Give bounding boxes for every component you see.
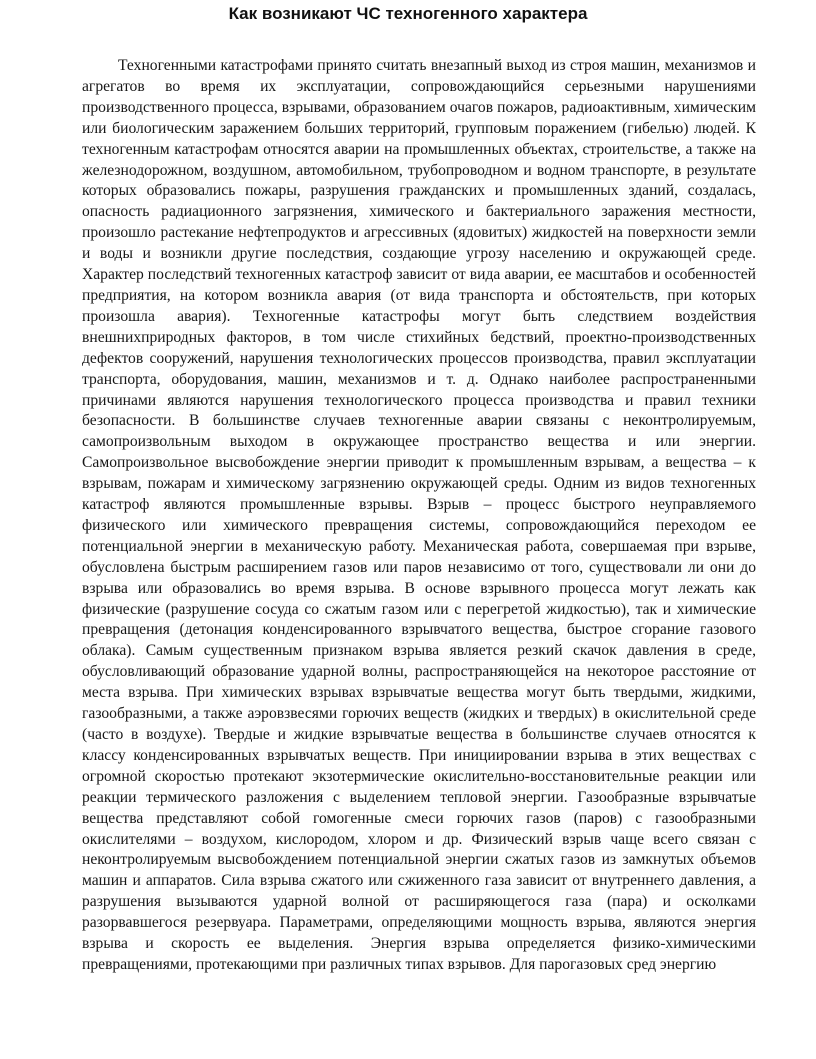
document-title: Как возникают ЧС техногенного характера xyxy=(228,4,588,23)
document-body-paragraph: Техногенными катастрофами принято считать внезапный выход из строя машин, механизмов и агрегатов во время их эксплуатации, сопровождающийся серьезными нарушениями производственного процесса, взрывами, образованием очагов пожаров, радиоактивным, химическим или биологическим заражением больших территорий, групповым поражением (гибелью) людей. К техногенным катастрофам относятся аварии на промышленных объектах, строительстве, а также на железнодорожном, воздушном, автомобильном, трубопроводном и водном транспорте, в результате которых образовались пожары, разрушения гражданских и промышленных зданий, создалась, опасность радиационного загрязнения, химического и бактериального заражения местности, произошло растекание нефтепродуктов и агрессивных (ядовитых) жидкостей на поверхности земли и воды и возникли другие последствия, создающие угрозу населению и окружающей среде. Характер последствий техногенных катастроф зависит от вида аварии, ее масштабов и особенностей предприятия, на котором возникла авария (от вида транспорта и обстоятельств, при которых произошла авария). Техногенные катастрофы могут быть следствием воздействия внешнихприродных факторов, в том числе стихийных бедствий, проектно-производственных дефектов сооружений, нарушения технологических процессов производства, правил эксплуатации транспорта, оборудования, машин, механизмов и т. д. Однако наиболее распространенными причинами являются нарушения технологического процесса производства и правил техники безопасности. В большинстве случаев техногенные аварии связаны с неконтролируемым, самопроизвольным выходом в окружающее пространство вещества и или энергии. Самопроизвольное высвобождение энергии приводит к промышленным взрывам, а вещества – к взрывам, пожарам и химическому загрязнению окружающей среды. Одним из видов техногенных катастроф являются промышленные взрывы. Взрыв – процесс быстрого неуправляемого физического или химического превращения системы, сопровождающийся переходом ее потенциальной энергии в механическую работу. Механическая работа, совершаемая при взрыве, обусловлена быстрым расширением газов или паров независимо от того, существовали ли они до взрыва или образовались во время взрыва. В основе взрывного процесса могут лежать как физические (разрушение сосуда со сжатым газом или с перегретой жидкостью), так и химические превращения (детонация конденсированного взрывчатого вещества, быстрое сгорание газового облака). Самым существенным признаком взрыва является резкий скачок давления в среде, обусловливающий образование ударной волны, распространяющейся на некоторое расстояние от места взрыва. При химических взрывах взрывчатые вещества могут быть твердыми, жидкими, газообразными, а также аэровзвесями горючих веществ (жидких и твердых) в окислительной среде (часто в воздухе). Твердые и жидкие взрывчатые вещества в большинстве случаев относятся к классу конденсированных взрывчатых веществ. При инициировании взрыва в этих веществах с огромной скоростью протекают экзотермические окислительно-восстановительные реакции или реакции термического разложения с выделением тепловой энергии. Газообразные взрывчатые вещества представляют собой гомогенные смеси горючих газов (паров) с газообразными окислителями – воздухом, кислородом, хлором и др. Физический взрыв чаще всего связан с неконтролируемым высвобождением потенциальной энергии сжатых газов из замкнутых объемов машин и аппаратов. Сила взрыва сжатого или сжиженного газа зависит от внутреннего давления, а разрушения вызываются ударной волной от расширяющегося газа (пара) и осколками разорвавшегося резервуара. Параметрами, определяющими мощность взрыва, являются энергия взрыва и скорость ее выделения. Энергия взрыва определяется физико-химическими превращениями, протекающими при различных типах взрывов. Для парогазовых сред энергию xyxy=(82,57,756,973)
